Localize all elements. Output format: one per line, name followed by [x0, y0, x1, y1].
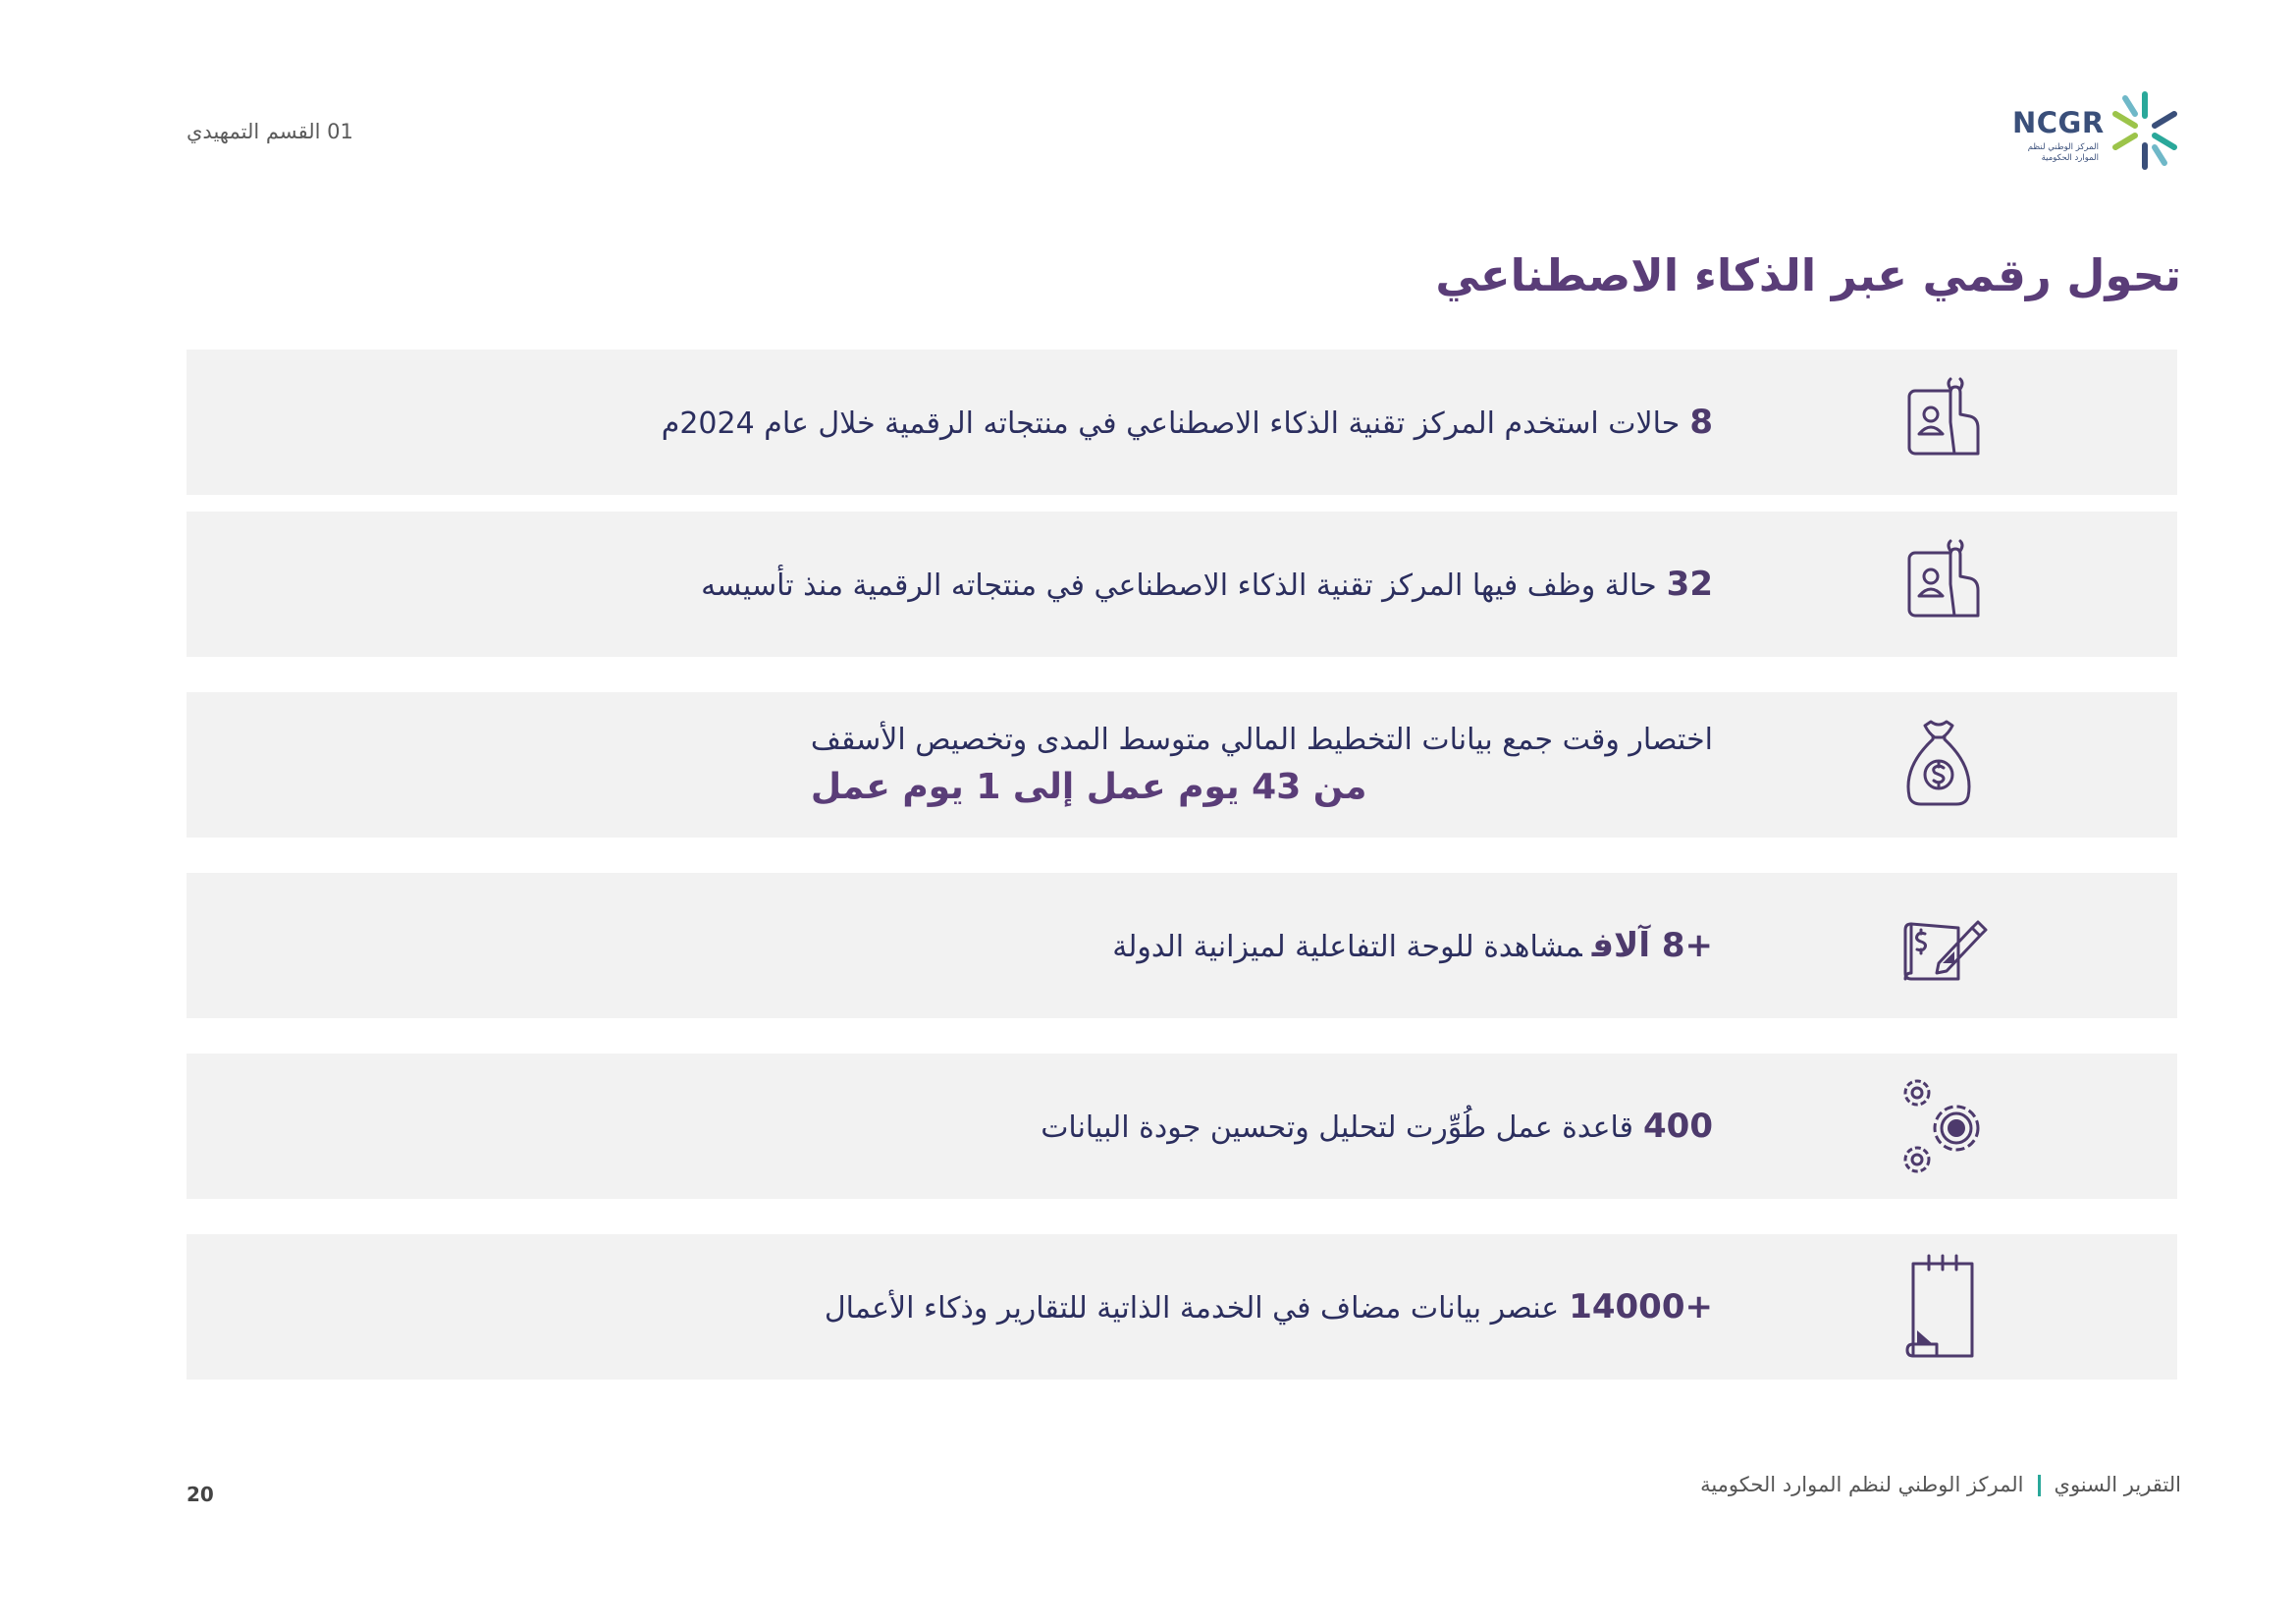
- stat-description: قاعدة عمل طُوِّرت لتحليل وتحسين جودة البيانات: [1041, 1110, 1634, 1145]
- stat-text: [825, 1234, 1713, 1380]
- stat-description: حالات استخدم المركز تقنية الذكاء الاصطناعي في منتجاته الرقمية خلال عام 2024م: [661, 406, 1681, 441]
- stat-text: [1041, 1054, 1713, 1199]
- touch-screen-profile-icon: [1890, 512, 1998, 657]
- stat-number: 8: [1689, 403, 1713, 442]
- footer-separator: [2038, 1475, 2041, 1496]
- stat-row: [187, 692, 2177, 838]
- stat-description: اختصار وقت جمع بيانات التخطيط المالي متوسط المدى وتخصيص الأسقف: [810, 723, 1713, 757]
- stat-number: 32: [1666, 565, 1713, 604]
- touch-screen-profile-icon: [1890, 350, 1998, 495]
- footer-org-name: المركز الوطني لنظم الموارد الحكومية: [1700, 1473, 2024, 1496]
- stat-text: [811, 692, 1713, 838]
- stat-text: [701, 512, 1713, 657]
- stat-number: 400: [1643, 1107, 1713, 1146]
- stat-number: +14000: [1569, 1287, 1713, 1326]
- stat-row: [187, 873, 2177, 1018]
- budget-document-pen-icon: [1890, 873, 1998, 1018]
- page-number: 20: [187, 1483, 214, 1506]
- stat-text: [662, 350, 1713, 495]
- stat-highlight: من 43 يوم عمل إلى 1 يوم عمل: [810, 767, 1367, 807]
- footer-title: [1700, 1473, 2181, 1496]
- stat-description: مشاهدة للوحة التفاعلية لميزانية الدولة: [1112, 930, 1582, 964]
- logo-subtitle: المركز الوطني لنظم الموارد الحكومية: [2027, 142, 2099, 163]
- stat-row: [187, 350, 2177, 495]
- stat-text: [1112, 873, 1713, 1018]
- footer-report-name: التقرير السنوي: [2054, 1473, 2181, 1496]
- stat-number: +8 آلاف: [1591, 926, 1713, 965]
- page-title: تحول رقمي عبر الذكاء الاصطناعي: [1435, 249, 2181, 301]
- stat-row: [187, 1054, 2177, 1199]
- money-bag-icon: [1890, 692, 1998, 838]
- stat-description: حالة وظف فيها المركز تقنية الذكاء الاصطناعي في منتجاته الرقمية منذ تأسيسه: [701, 568, 1657, 603]
- gears-icon: [1890, 1054, 1998, 1199]
- section-label: 01 القسم التمهيدي: [187, 120, 353, 143]
- notepad-icon: [1890, 1234, 1998, 1380]
- logo-text: NCGR: [2012, 106, 2105, 139]
- stat-description: عنصر بيانات مضاف في الخدمة الذاتية للتقارير وذكاء الأعمال: [824, 1291, 1560, 1326]
- stat-row: [187, 1234, 2177, 1380]
- stat-row: [187, 512, 2177, 657]
